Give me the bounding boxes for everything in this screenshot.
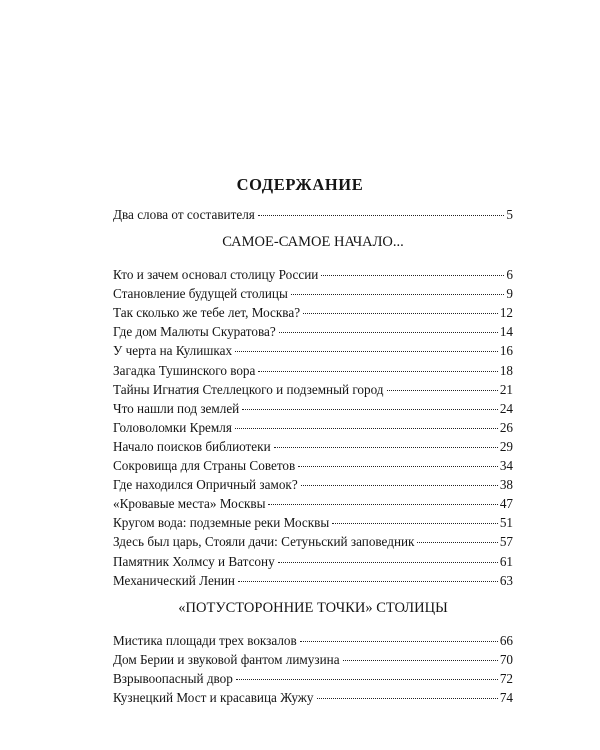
toc-entry-title: Начало поисков библиотеки <box>113 438 271 454</box>
toc-entry <box>113 494 513 513</box>
toc-entry <box>113 361 513 380</box>
toc-entry-page: 72 <box>499 670 513 686</box>
toc-entry-title: Здесь был царь, Стояли дачи: Сетуньский заповедник <box>113 534 415 550</box>
toc-entry-page: 18 <box>499 362 513 378</box>
dot-leader <box>317 698 498 699</box>
toc-entry <box>113 631 513 650</box>
dot-leader <box>235 428 498 429</box>
toc-entry-page: 5 <box>506 207 513 222</box>
toc-entry <box>113 380 513 399</box>
toc-entry <box>113 513 513 532</box>
toc-entry-title: У черта на Кулишках <box>113 343 233 359</box>
toc-entry <box>113 284 513 303</box>
toc-entry-page: 34 <box>499 458 513 474</box>
toc-entry-page: 61 <box>499 553 513 569</box>
toc-entry-title: Мистика площади трех вокзалов <box>113 632 297 648</box>
toc-entry-title: Кругом вода: подземные реки Москвы <box>113 515 330 531</box>
toc-entry <box>113 265 513 284</box>
toc-entry-page: 14 <box>499 324 513 340</box>
toc-entry-title: Памятник Холмсу и Ватсону <box>113 553 275 569</box>
dot-leader <box>268 504 497 505</box>
dot-leader <box>417 542 497 543</box>
dot-leader <box>321 275 504 276</box>
toc-entry-title: Где находился Опричный замок? <box>113 477 298 493</box>
toc-entry-title: Что нашли под землей <box>113 400 240 416</box>
toc-entry-page: 66 <box>499 632 513 648</box>
toc-entry-page: 16 <box>499 343 513 359</box>
toc-entry <box>113 669 513 688</box>
section-heading: «ПОТУСТОРОННИЕ ТОЧКИ» СТОЛИЦЫ <box>178 599 448 616</box>
toc-entry <box>113 456 513 475</box>
dot-leader <box>291 294 505 295</box>
toc-entry-title: Кузнецкий Мост и красавица Жужу <box>113 689 314 705</box>
dot-leader <box>258 371 497 372</box>
toc-entry-page: 26 <box>499 419 513 435</box>
toc-entry-page: 51 <box>499 515 513 531</box>
page-title: СОДЕРЖАНИЕ <box>236 175 364 194</box>
dot-leader <box>343 660 498 661</box>
toc-entry-title: Головоломки Кремля <box>113 419 232 435</box>
dot-leader <box>300 641 498 642</box>
toc-entry-title: Становление будущей столицы <box>113 286 288 302</box>
toc-entry-title: Где дом Малюты Скуратова? <box>113 324 276 340</box>
toc-entry <box>113 650 513 669</box>
toc-entry <box>113 688 513 707</box>
toc-entry-page: 70 <box>499 651 513 667</box>
toc-entry-title: Дом Берии и звуковой фантом лимузина <box>113 651 340 667</box>
dot-leader <box>301 485 498 486</box>
dot-leader <box>332 523 498 524</box>
toc-entry-title: Загадка Тушинского вора <box>113 362 256 378</box>
toc-entry-title: «Кровавые места» Москвы <box>113 496 266 512</box>
section-heading: САМОЕ-САМОЕ НАЧАЛО... <box>222 234 404 251</box>
toc-entry-page: 38 <box>499 477 513 493</box>
dot-leader <box>278 562 498 563</box>
dot-leader <box>303 313 498 314</box>
toc-entry <box>113 532 513 551</box>
toc-entry <box>113 571 513 590</box>
toc-entry-page: 12 <box>499 305 513 321</box>
toc-entry <box>113 418 513 437</box>
toc-entry <box>113 322 513 341</box>
toc-entry <box>113 303 513 322</box>
toc-entry-page: 57 <box>499 534 513 550</box>
dot-leader <box>258 215 505 216</box>
toc-entry <box>113 552 513 571</box>
dot-leader <box>274 447 498 448</box>
toc-entry-page: 47 <box>499 496 513 512</box>
table-of-contents <box>113 205 513 707</box>
toc-entry-title: Сокровища для Страны Советов <box>113 458 296 474</box>
toc-entry <box>113 341 513 360</box>
toc-entry <box>113 475 513 494</box>
toc-entry-page: 9 <box>506 286 513 302</box>
toc-entry-title: Взрывоопасный двор <box>113 670 233 686</box>
dot-leader <box>236 679 498 680</box>
toc-entry-title: Так сколько же тебе лет, Москва? <box>113 305 301 321</box>
toc-entry <box>113 437 513 456</box>
dot-leader <box>298 466 498 467</box>
dot-leader <box>279 332 498 333</box>
dot-leader <box>235 351 498 352</box>
toc-entry-page: 29 <box>499 438 513 454</box>
dot-leader <box>387 390 498 391</box>
toc-entry-page: 63 <box>499 572 513 588</box>
toc-entry-title: Кто и зачем основал столицу России <box>113 267 319 283</box>
dot-leader <box>242 409 498 410</box>
toc-entry <box>113 399 513 418</box>
toc-entry-page: 21 <box>499 381 513 397</box>
toc-entry-title: Механический Ленин <box>113 572 235 588</box>
toc-entry <box>113 205 513 224</box>
toc-entry-title: Тайны Игнатия Стеллецкого и подземный город <box>113 381 384 397</box>
toc-entry-page: 74 <box>499 689 513 705</box>
toc-entry-page: 6 <box>506 267 513 283</box>
dot-leader <box>238 581 498 582</box>
toc-entry-title: Два слова от составителя <box>113 207 255 222</box>
toc-entry-page: 24 <box>499 400 513 416</box>
